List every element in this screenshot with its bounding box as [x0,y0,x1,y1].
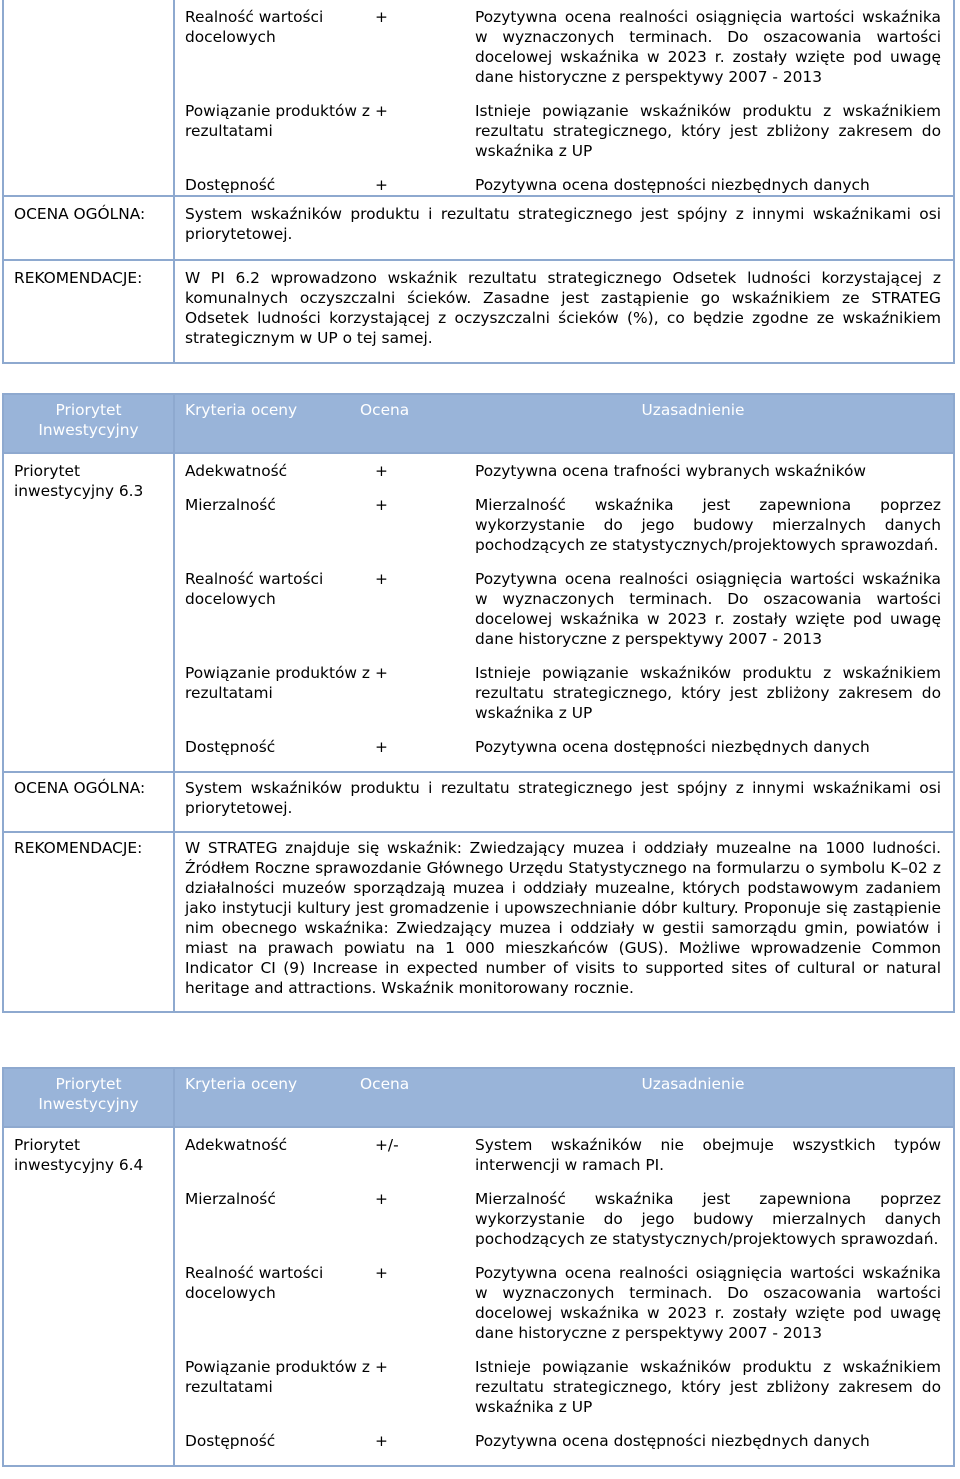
criterion-justification: System wskaźników nie obejmuje wszystkich typów interwencji w ramach PI. [475,1136,941,1174]
criterion-row-powiazanie [185,1357,941,1417]
overall-label: OCENA OGÓLNA: [3,196,174,260]
criterion-mark: + [375,462,388,480]
evaluation-table-pi-6-4 [2,1067,955,1467]
header-rating: Ocena [360,401,410,419]
criteria-cell [174,1127,954,1466]
recommendation-text: W PI 6.2 wprowadzono wskaźnik rezultatu strategicznego Odsetek ludności korzystającej z komunalnych oczyszczalni ścieków. Zasadne jest zastąpienie go wskaźnikiem ze STRATEG Odsetek ludności korzystającej z oczyszczalni ścieków (%), co będzie zgodne ze wskaźnikiem strategicznym w UP o tej samej. [185,269,941,347]
header-justification: Uzasadnienie [641,401,745,419]
criterion-justification: Pozytywna ocena realności osiągnięcia wartości wskaźnika w wyznaczonych terminach. Do oszacowania wartości docelowej wskaźnika w 2023 r. zostały wzięte pod uwagę dane historyczne z perspektywy 2007 - 2013 [475,8,941,86]
criterion-row-realnosc [185,1263,941,1343]
table-header [3,1068,954,1127]
criterion-mark: + [375,1190,388,1208]
criterion-mark: + [375,570,388,588]
overall-row [3,772,954,832]
overall-text: System wskaźników produktu i rezultatu strategicznego jest spójny z innymi wskaźnikami osi priorytetowej. [185,205,941,243]
recommendation-row [3,832,954,1012]
overall-label: OCENA OGÓLNA: [3,772,174,832]
criterion-justification: Pozytywna ocena dostępności niezbędnych danych [475,176,870,194]
evaluation-table-pi-6-3 [2,393,955,1013]
criteria-rows [3,453,954,772]
overall-row [3,196,954,260]
recommendation-row [3,260,954,363]
criterion-justification: Pozytywna ocena dostępności niezbędnych danych [475,738,870,756]
criterion-mark: + [375,738,388,756]
overall-text: System wskaźników produktu i rezultatu strategicznego jest spójny z innymi wskaźnikami osi priorytetowej. [185,779,941,817]
criterion-name: Dostępność [185,738,276,756]
criterion-row-realnosc [185,569,941,649]
criterion-mark: +/- [375,1136,399,1154]
header-columns [174,394,954,453]
priority-cell-empty [3,0,174,196]
criterion-justification: Pozytywna ocena dostępności niezbędnych danych [475,1432,870,1450]
criterion-name: Dostępność [185,176,276,194]
criterion-name: Powiązanie produktów z rezultatami [185,1358,370,1396]
header-priority-label: Priorytet Inwestycyjny [38,1075,139,1113]
criterion-row-powiazanie [185,663,941,723]
header-priority [3,1068,174,1127]
header-columns [174,1068,954,1127]
criterion-mark: + [375,1432,388,1450]
criterion-row-mierzalnosc [185,1189,941,1249]
criterion-justification: Pozytywna ocena trafności wybranych wskaźników [475,462,866,480]
criterion-justification: Istnieje powiązanie wskaźników produktu z wskaźnikiem rezultatu strategicznego, który jest zbliżony zakresem do wskaźnika z UP [475,102,941,160]
evaluation-table-continued [2,0,955,364]
criterion-row-adekwatnosc [185,1135,941,1175]
recommendation-label: REKOMENDACJE: [3,832,174,1012]
priority-name: Priorytet inwestycyjny 6.4 [3,1127,174,1466]
priority-name: Priorytet inwestycyjny 6.3 [3,453,174,772]
criterion-justification: Istnieje powiązanie wskaźników produktu z wskaźnikiem rezultatu strategicznego, który jest zbliżony zakresem do wskaźnika z UP [475,1358,941,1416]
recommendation-cell [174,260,954,363]
overall-cell [174,196,954,260]
recommendation-text: W STRATEG znajduje się wskaźnik: Zwiedzający muzea i oddziały muzealne na 1000 ludności. Źródłem Roczne sprawozdanie Głównego Urzędu Statystycznego na formularzu o symbolu K–02 z działalności muzeów sporządzają muzea i oddziały muzealne, których podstawowym zadaniem jako instytucji kultury jest gromadzenie i upowszechnianie dóbr kultury. Proponuje się zastąpienie nim obecnego wskaźnika: Zwiedzający muzea i oddziały w gestii samorządu gmin, powiatów i miast na prawach powiatu na 1 000 mieszkańców (GUS). Możliwe wprowadzenie Common Indicator CI (9) Increase in expected number of visits to supported sites of cultural or natural heritage and attractions. Wskaźnik monitorowany rocznie. [185,839,941,997]
header-criteria: Kryteria oceny [185,1075,298,1093]
criterion-name: Powiązanie produktów z rezultatami [185,102,370,140]
criteria-rows [3,0,954,196]
criterion-mark: + [375,176,388,194]
criteria-cell [174,453,954,772]
table-header [3,394,954,453]
header-priority [3,394,174,453]
header-rating: Ocena [360,1075,410,1093]
overall-cell [174,772,954,832]
criteria-cell [174,0,954,196]
criterion-justification: Mierzalność wskaźnika jest zapewniona poprzez wykorzystanie do jego budowy mierzalnych danych pochodzących ze statystycznych/projektowych sprawozdań. [475,496,941,554]
criterion-mark: + [375,664,388,682]
criterion-mark: + [375,1358,388,1376]
header-priority-label: Priorytet Inwestycyjny [38,401,139,439]
criterion-row-powiazanie [185,101,941,161]
header-criteria: Kryteria oceny [185,401,298,419]
criterion-row-dostepnosc [185,1431,941,1451]
criterion-name: Realność wartości docelowych [185,570,324,608]
criterion-mark: + [375,1264,388,1282]
criterion-name: Adekwatność [185,462,288,480]
criterion-row-realnosc [185,7,941,87]
criterion-row-mierzalnosc [185,495,941,555]
criteria-rows [3,1127,954,1466]
header-justification: Uzasadnienie [641,1075,745,1093]
criterion-mark: + [375,496,388,514]
criterion-name: Realność wartości docelowych [185,1264,324,1302]
criterion-justification: Pozytywna ocena realności osiągnięcia wartości wskaźnika w wyznaczonych terminach. Do oszacowania wartości docelowej wskaźnika w 2023 r. zostały wzięte pod uwagę dane historyczne z perspektywy 2007 - 2013 [475,1264,941,1342]
criterion-row-adekwatnosc [185,461,941,481]
criterion-name: Dostępność [185,1432,276,1450]
criterion-name: Adekwatność [185,1136,288,1154]
criterion-justification: Pozytywna ocena realności osiągnięcia wartości wskaźnika w wyznaczonych terminach. Do oszacowania wartości docelowej wskaźnika w 2023 r. zostały wzięte pod uwagę dane historyczne z perspektywy 2007 - 2013 [475,570,941,648]
criterion-row-dostepnosc [185,737,941,757]
recommendation-label: REKOMENDACJE: [3,260,174,363]
criterion-name: Mierzalność [185,1190,276,1208]
criterion-mark: + [375,102,388,120]
criterion-justification: Istnieje powiązanie wskaźników produktu z wskaźnikiem rezultatu strategicznego, który jest zbliżony zakresem do wskaźnika z UP [475,664,941,722]
criterion-name: Mierzalność [185,496,276,514]
criterion-name: Realność wartości docelowych [185,8,324,46]
criterion-justification: Mierzalność wskaźnika jest zapewniona poprzez wykorzystanie do jego budowy mierzalnych danych pochodzących ze statystycznych/projektowych sprawozdań. [475,1190,941,1248]
criterion-name: Powiązanie produktów z rezultatami [185,664,370,702]
criterion-mark: + [375,8,388,26]
recommendation-cell [174,832,954,1012]
criterion-row-dostepnosc [185,175,941,195]
